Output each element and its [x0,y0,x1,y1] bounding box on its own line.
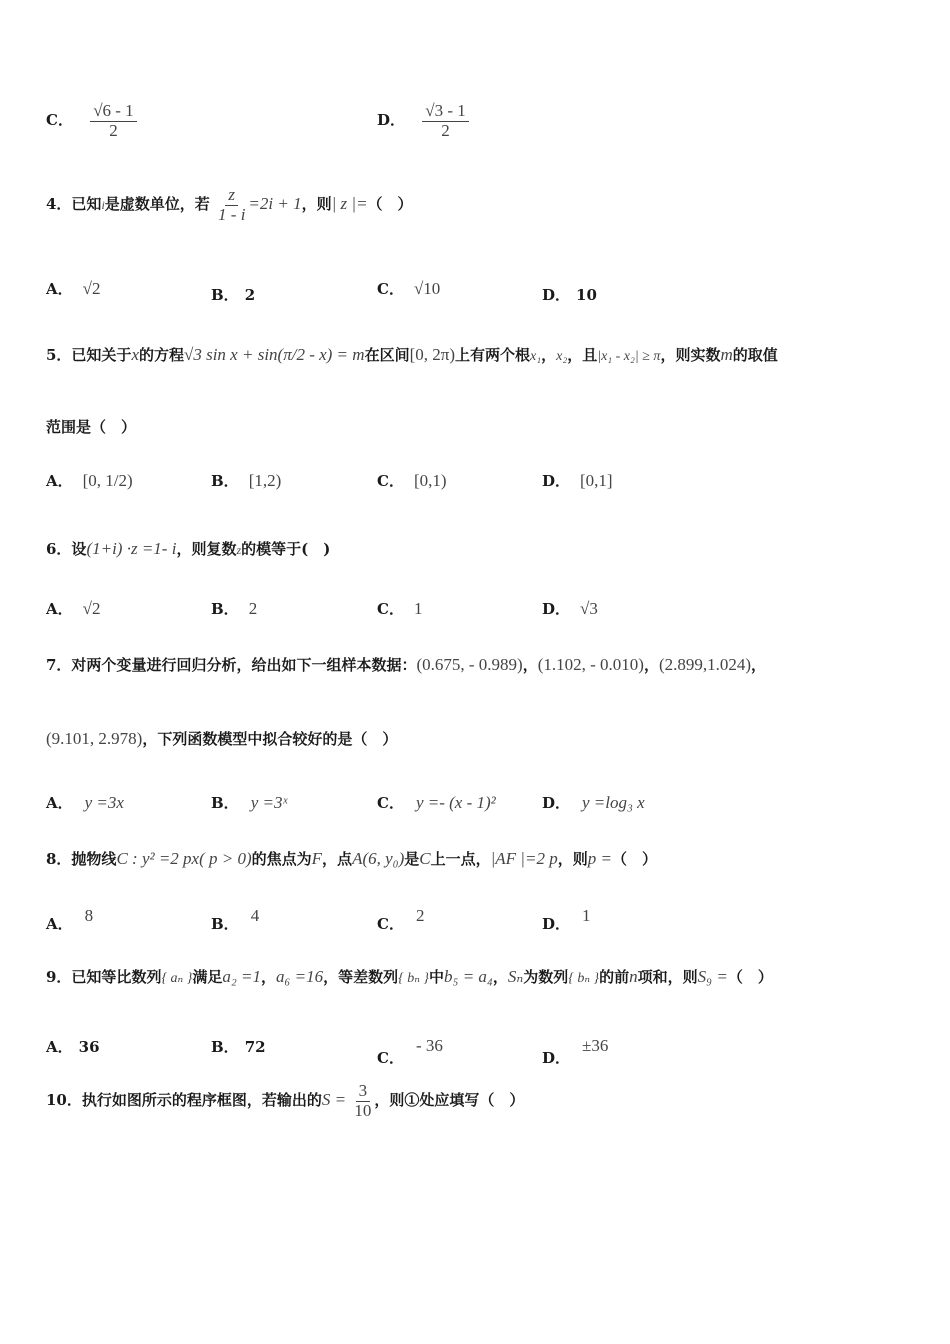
q7-option-b[interactable] [211,792,287,813]
fraction-denominator: 2 [109,120,118,140]
q5-x-var: x [131,345,139,364]
fraction-numerator: z [225,186,238,206]
q5-x2: x₂ [556,349,568,364]
q7-prefix: 7．对两个变量进行回归分析，给出如下一组样本数据： [46,656,417,674]
q8-text: ，则 [557,850,588,868]
q9-text: ， [260,968,276,986]
question-6-stem [46,538,330,559]
fraction-denominator: 2 [441,120,450,140]
option-value: √2 [82,279,101,298]
q3-option-d[interactable] [377,102,469,140]
q3-option-c-fraction [90,102,137,140]
option-label: D． [542,600,571,618]
q6-option-c[interactable] [377,598,422,619]
option-value: 36 [78,1038,100,1056]
q5-option-b[interactable] [211,470,281,491]
q4-option-a[interactable] [46,278,100,299]
q6-option-b[interactable] [211,598,257,619]
q8-condition: |AF |=2 p [490,849,558,868]
option-label: A． [46,915,73,933]
q5-interval: [0, 2π) [409,345,455,364]
q9-option-d[interactable] [542,1036,608,1068]
q9-text: 满足 [192,968,223,986]
q9-option-b[interactable] [211,1036,266,1057]
q8-text: 是 [404,850,420,868]
fraction-denominator: 10 [354,1100,372,1120]
question-5-stem [46,344,778,365]
q5-x1: x₁ [530,349,542,364]
question-4-stem [46,186,413,224]
q8-p-eq: p = [587,849,612,868]
question-7-stem [46,654,766,675]
q7-option-c[interactable] [377,792,496,813]
q4-abs: | z |= [331,194,368,214]
option-value: √3 [580,599,598,618]
question-7-line2 [46,728,397,749]
q8-curve: C [419,849,431,868]
option-label: A． [46,1038,73,1056]
option-label: B． [211,915,239,933]
q8-text: 上一点， [430,850,491,868]
q9-text: ，等差数列 [323,968,399,986]
q8-option-b[interactable] [211,906,259,934]
q5-prefix: 5．已知关于 [46,346,132,364]
q9-option-a[interactable] [46,1036,100,1057]
option-label: C． [377,600,404,618]
q7-point-2: (1.102, - 0.010) [537,655,644,674]
option-value: [0,1] [580,471,613,490]
q4-fraction [215,186,248,224]
q8-text: （ ） [611,850,657,868]
option-label: D． [542,794,571,812]
q8-parabola: C : y² =2 px( p > 0) [116,849,252,868]
q9-option-c[interactable] [377,1036,443,1068]
q5-equation: √3 sin x + sin(π/2 - x) = m [184,345,365,364]
option-label: B． [211,794,239,812]
q5-option-a[interactable] [46,470,133,491]
q9-sn: Sₙ [507,967,524,986]
option-value: 2 [244,286,256,304]
option-label: D． [542,286,571,304]
q9-text: 的前 [599,968,630,986]
q7-point-3: (2.899,1.024) [658,655,752,674]
q7-sep: ， [643,656,659,674]
q9-text: 为数列 [523,968,569,986]
option-value: 10 [576,286,597,304]
option-label: B． [211,1038,239,1056]
q9-sequence-b: { bₙ } [398,971,430,986]
option-label: C． [46,111,73,130]
q6-option-d[interactable] [542,598,598,619]
option-label: A． [46,794,73,812]
q5-text: ， [541,346,557,364]
option-label: D． [542,1049,571,1067]
option-value: - 36 [415,1036,443,1055]
option-label: C． [377,794,404,812]
q3-option-c[interactable] [46,102,137,140]
q8-option-d[interactable] [542,906,591,934]
option-label: B． [211,600,239,618]
q9-text: ， [492,968,508,986]
q8-focus: F [311,849,323,868]
q9-n: n [629,967,638,986]
option-value: 72 [244,1038,266,1056]
option-value: 2 [415,906,425,925]
option-label: C． [377,280,404,298]
option-value: y =3ˣ [250,793,288,812]
fraction-numerator: 3 [356,1082,371,1102]
option-value: y =3x [84,793,124,812]
q6-text: 的模等于( ) [241,540,331,558]
q7-point-1: (0.675, - 0.989) [416,655,523,674]
option-value: [0,1) [413,471,447,490]
q4-option-b[interactable] [211,284,255,305]
option-value: [0, 1/2) [82,471,133,490]
q9-text: 中 [429,968,445,986]
q8-prefix: 8．抛物线 [46,850,117,868]
q4-prefix: 4．已知 [46,195,102,214]
q9-sequence-b: { bₙ } [568,971,600,986]
q8-text: ，点 [322,850,353,868]
option-label: C． [377,472,404,490]
q5-condition: |x₁ - x₂| ≥ π [597,349,661,364]
q4-text: ，则 [301,195,332,214]
q10-s-lhs: S = [321,1090,347,1110]
question-10-stem [46,1082,524,1120]
option-value: 8 [84,906,94,925]
q7-text: ，下列函数模型中拟合较好的是（ ） [142,730,398,748]
option-value: y =log₃ x [582,793,645,812]
q5-option-c[interactable] [377,470,447,491]
q6-z-var: z [236,543,242,557]
q4-option-d[interactable] [542,284,597,305]
option-label: D． [377,111,406,130]
q9-prefix: 9．已知等比数列 [46,968,162,986]
q5-text: 上有两个根 [454,346,530,364]
q6-equation: (1+i) ·z =1- i [86,539,177,558]
q6-option-a[interactable] [46,598,100,619]
fraction-numerator: √6 - 1 [90,102,137,122]
q7-point-4: (9.101, 2.978) [46,729,143,748]
q6-text: ，则复数 [176,540,237,558]
q5-option-d[interactable] [542,470,613,491]
q8-option-c[interactable] [377,906,424,934]
q9-text: （ ） [727,968,773,986]
option-label: C． [377,915,404,933]
option-label: B． [211,286,239,304]
q4-text: （ ） [367,195,413,214]
q4-rhs: =2i + 1 [248,194,302,214]
q5-text: ，则实数 [660,346,721,364]
question-8-stem [46,848,657,869]
q4-text: 是虚数单位，若 [104,195,210,214]
q5-text: 的取值 [732,346,778,364]
option-label: B． [211,472,239,490]
q8-text: 的焦点为 [251,850,312,868]
q8-option-a[interactable] [46,906,93,934]
q5-text: 在区间 [364,346,410,364]
q9-b5: b₅ = a₄ [444,967,493,986]
q6-prefix: 6．设 [46,540,87,558]
q9-a6: a₆ =16 [276,967,324,986]
q5-m-var: m [720,345,733,364]
option-label: A． [46,472,73,490]
fraction-denominator: 1 - i [218,204,246,224]
option-value: 4 [250,906,260,925]
q5-text: 的方程 [139,346,185,364]
fraction-numerator: √3 - 1 [422,102,469,122]
q9-s9: S₉ = [697,967,728,986]
question-9-stem [46,966,773,987]
option-value: 1 [582,906,591,925]
option-value: √10 [413,279,441,298]
option-value: [1,2) [248,471,282,490]
q9-a2: a₂ =1 [222,967,261,986]
option-label: A． [46,280,73,298]
option-value: 1 [413,599,423,618]
q10-text: ，则①处应填写（ ） [374,1091,525,1110]
q3-option-d-fraction [422,102,469,140]
question-5-line2: 范围是（ ） [46,418,137,436]
q7-option-d[interactable] [542,792,645,813]
q9-text: 项和，则 [637,968,698,986]
q4-i-var: i [101,198,105,213]
option-value: 2 [248,599,258,618]
option-label: C． [377,1049,404,1067]
option-label: A． [46,600,73,618]
q5-text: ，且 [567,346,598,364]
q10-prefix: 10．执行如图所示的程序框图，若输出的 [46,1091,322,1110]
option-label: D． [542,915,571,933]
q8-point: A(6, y₀) [352,849,405,868]
q7-sep: ， [522,656,538,674]
q9-sequence-a: { aₙ } [161,971,193,986]
q7-option-a[interactable] [46,792,124,813]
q7-sep: ， [751,656,767,674]
option-label: D． [542,472,571,490]
option-value: √2 [82,599,101,618]
option-value: ±36 [582,1036,609,1055]
q10-fraction [351,1082,374,1120]
option-value: y =- (x - 1)² [415,793,496,812]
q4-option-c[interactable] [377,278,440,299]
